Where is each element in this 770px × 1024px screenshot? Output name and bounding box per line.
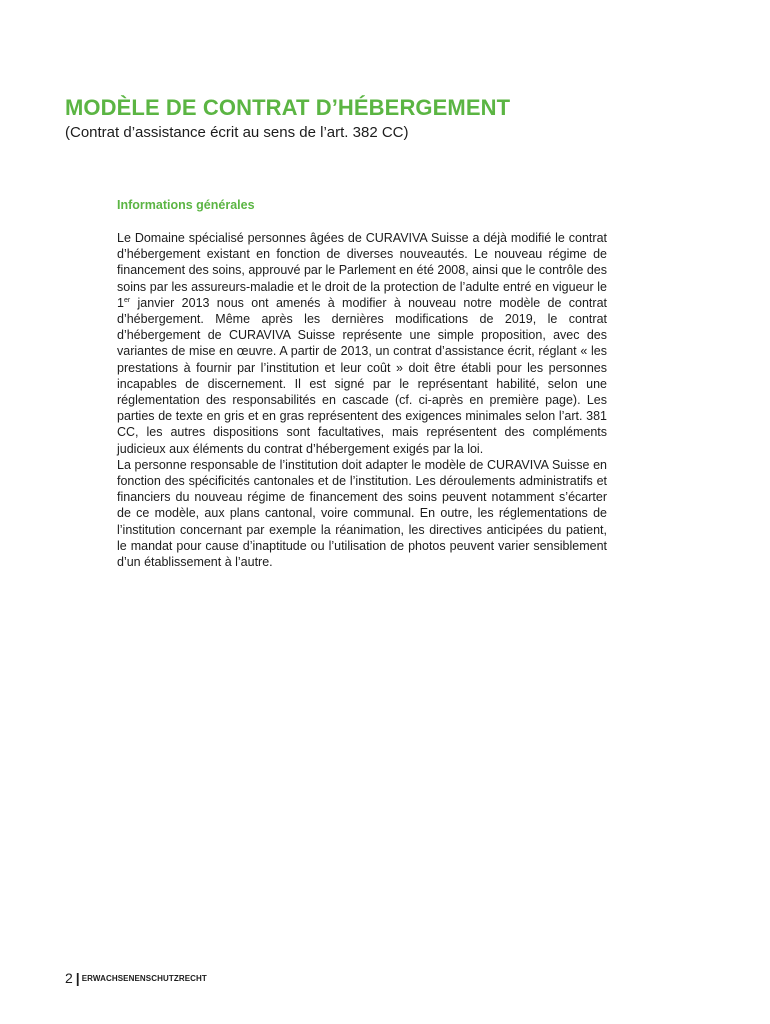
page-number: 2 (65, 970, 73, 986)
ordinal-superscript: er (123, 296, 131, 304)
page-subtitle: (Contrat d’assistance écrit au sens de l’art. 382 CC) (65, 124, 409, 141)
footer-label: ERWACHSENENSCHUTZRECHT (81, 974, 207, 983)
paragraph-1-part-a: Le Domaine spécialisé personnes âgées de CURAVIVA Suisse a déjà modifié le contrat d’hébergement existant en fonction de diverses nouveautés. Le nouveau régime de financement des soins, approuvé par le Parlement en été 2008, ainsi que le contrôle des soins par les assureurs-maladie et le droit de la protection de l’adulte entré en vigueur le 1 (117, 231, 607, 310)
page-footer (65, 970, 207, 986)
footer-separator: | (75, 970, 80, 986)
paragraph-1-part-b: janvier 2013 nous ont amenés à modifier à nouveau notre modèle de contrat d’hébergement. Même après les dernières modifications de 2019, le contrat d’hébergement de CURAVIVA Suisse représente une simple proposition, avec des variantes de mise en œuvre. A partir de 2013, un contrat d’assistance écrit, réglant « les prestations à fournir par l’institution et leur coût » doit être établi pour les personnes incapables de discernement. Il est signé par le représentant habilité, selon une réglementation des responsabilités en cascade (cf. ci-après en première page). Les parties de texte en gris et en gras représentent des exigences minimales selon l’art. 381 CC, les autres dispositions sont facultatives, mais représentent des compléments judicieux aux éléments du contrat d’hébergement exigés par la loi. (117, 295, 607, 456)
body-text (117, 230, 607, 570)
paragraph-2: La personne responsable de l’institution doit adapter le modèle de CURAVIVA Suisse en fonction des spécificités cantonales et de l’institution. Les déroulements administratifs et financiers du nouveau régime de financement des soins peuvent notamment s’écarter de ce modèle, aux plans cantonal, voire communal. En outre, les réglementations de l’institution concernant par exemple la réanimation, les directives anticipées du patient, le mandat pour cause d’inaptitude ou l’utilisation de photos peuvent varier sensiblement d’un établissement à l’autre. (117, 457, 607, 570)
section-heading: Informations générales (117, 198, 255, 212)
paragraph-1 (117, 230, 607, 457)
page-title: MODÈLE DE CONTRAT D’HÉBERGEMENT (65, 95, 511, 120)
